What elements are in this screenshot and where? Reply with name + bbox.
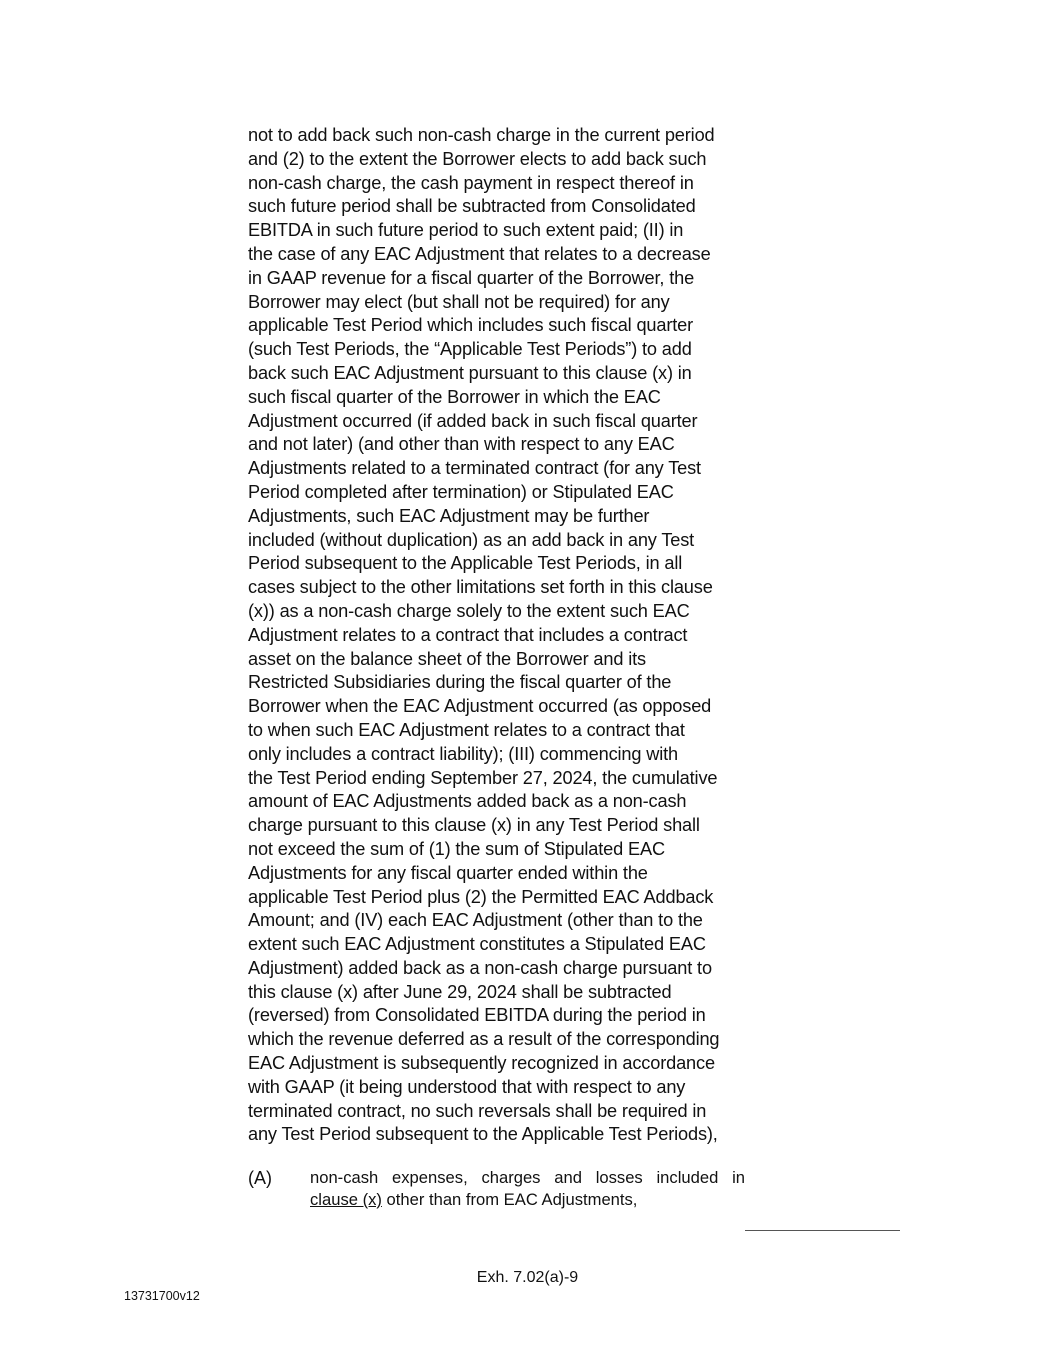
body-line: not exceed the sum of (1) the sum of Stipulated EAC — [248, 838, 665, 859]
body-line: amount of EAC Adjustments added back as a non-cash — [248, 791, 687, 812]
footer-rule — [745, 1230, 900, 1231]
body-line: asset on the balance sheet of the Borrower and its — [248, 648, 646, 669]
body-line: non-cash charge, the cash payment in respect thereof in — [248, 172, 694, 193]
list-marker: (A) — [248, 1168, 272, 1188]
body-line: this clause (x) after June 29, 2024 shall be subtracted — [248, 981, 672, 1002]
body-line: Adjustment occurred (if added back in such fiscal quarter — [248, 410, 698, 431]
body-line: in GAAP revenue for a fiscal quarter of the Borrower, the — [248, 267, 695, 288]
body-line: and (2) to the extent the Borrower elects to add back such — [248, 148, 707, 169]
body-line: (x)) as a non-cash charge solely to the extent such EAC — [248, 600, 690, 621]
body-line: such fiscal quarter of the Borrower in which the EAC — [248, 386, 661, 407]
document-id: 13731700v12 — [124, 1289, 200, 1303]
body-line: back such EAC Adjustment pursuant to this clause (x) in — [248, 362, 692, 383]
body-line: extent such EAC Adjustment constitutes a Stipulated EAC — [248, 934, 706, 955]
body-line: any Test Period subsequent to the Applicable Test Periods), — [248, 1124, 718, 1145]
body-line: Borrower may elect (but shall not be required) for any — [248, 291, 670, 312]
body-line: the case of any EAC Adjustment that relates to a decrease — [248, 243, 711, 264]
body-line: Period completed after termination) or Stipulated EAC — [248, 481, 674, 502]
body-line: Period subsequent to the Applicable Test Periods, in all — [248, 553, 683, 574]
body-line: which the revenue deferred as a result of the corresponding — [248, 1029, 720, 1050]
body-line: Adjustments related to a terminated contract (for any Test — [248, 458, 701, 479]
body-line: applicable Test Period plus (2) the Permitted EAC Addback — [248, 886, 714, 907]
body-line: Adjustment relates to a contract that includes a contract — [248, 624, 688, 645]
body-line: to when such EAC Adjustment relates to a contract that — [248, 719, 685, 740]
list-item-line-2 — [310, 1189, 745, 1211]
body-line: (such Test Periods, the “Applicable Test Periods”) to add — [248, 339, 692, 360]
body-line: Adjustments, such EAC Adjustment may be further — [248, 505, 650, 526]
body-line: EAC Adjustment is subsequently recognized in accordance — [248, 1053, 715, 1074]
body-line: Adjustment) added back as a non-cash charge pursuant to — [248, 957, 712, 978]
body-line: with GAAP (it being understood that with respect to any — [248, 1076, 686, 1097]
body-line: Amount; and (IV) each EAC Adjustment (other than to the — [248, 910, 703, 931]
body-line: Borrower when the EAC Adjustment occurred (as opposed — [248, 696, 712, 717]
list-item-text — [310, 1167, 745, 1211]
body-line: such future period shall be subtracted from Consolidated — [248, 196, 696, 217]
body-line: the Test Period ending September 27, 2024, the cumulative — [248, 767, 718, 788]
list-item-line-1: non-cash expenses, charges and losses included in — [310, 1168, 745, 1187]
body-line: applicable Test Period which includes such fiscal quarter — [248, 315, 694, 336]
list-item-line-2-rest: other than from EAC Adjustments, — [381, 1190, 638, 1209]
body-line: cases subject to the other limitations set forth in this clause — [248, 577, 713, 598]
clause-reference: clause (x) — [310, 1190, 382, 1209]
exhibit-page-number: Exh. 7.02(a)-9 — [476, 1269, 579, 1286]
body-line: and not later) (and other than with respect to any EAC — [248, 434, 675, 455]
body-line: terminated contract, no such reversals shall be required in — [248, 1100, 707, 1121]
body-line: Adjustments for any fiscal quarter ended within the — [248, 862, 648, 883]
body-line: Restricted Subsidiaries during the fiscal quarter of the — [248, 672, 672, 693]
body-line: EBITDA in such future period to such extent paid; (II) in — [248, 220, 684, 241]
body-line: charge pursuant to this clause (x) in any Test Period shall — [248, 815, 700, 836]
body-line: only includes a contract liability); (III) commencing with — [248, 743, 678, 764]
body-line: included (without duplication) as an add back in any Test — [248, 529, 695, 550]
body-paragraph — [248, 124, 748, 1147]
body-line: (reversed) from Consolidated EBITDA during the period in — [248, 1005, 706, 1026]
body-line: not to add back such non-cash charge in the current period — [248, 125, 715, 145]
